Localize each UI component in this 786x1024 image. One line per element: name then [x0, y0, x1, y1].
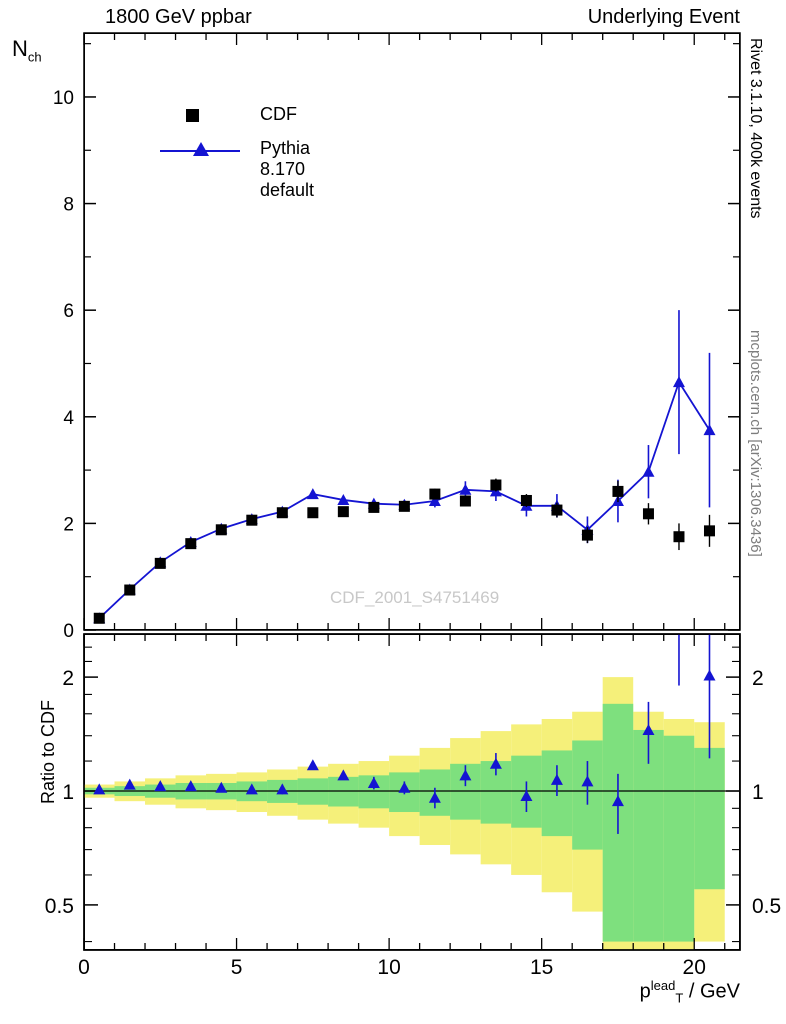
cdf-marker-main — [216, 524, 227, 535]
legend-label-cdf: CDF — [260, 104, 297, 124]
legend-label-pythia: Pythia 8.170 default — [260, 138, 315, 200]
y-tick-label-main: 0 — [63, 621, 74, 642]
x-tick-label: 0 — [78, 956, 90, 979]
cdf-marker-main — [124, 585, 135, 596]
cdf-marker-main — [521, 495, 532, 506]
cdf-marker-main — [399, 501, 410, 512]
x-tick-label: 20 — [682, 956, 706, 979]
cdf-marker-main — [704, 525, 715, 536]
pythia-marker-main — [673, 376, 685, 387]
main-y-axis-title: $N_{ch}$ — [12, 36, 42, 65]
cdf-marker-main — [246, 515, 257, 526]
mcplots-arxiv-label: mcplots.cern.ch [arXiv:1306.3436] — [747, 330, 764, 557]
ratio-band-inner — [664, 736, 695, 942]
y-tick-label-main: 8 — [63, 194, 74, 216]
analysis-id-watermark: CDF_2001_S4751469 — [330, 588, 500, 607]
y-tick-label-main: 2 — [63, 514, 74, 536]
y-tick-label-main: 10 — [52, 87, 74, 109]
x-tick-label: 15 — [529, 956, 554, 979]
pythia-ratio-marker — [703, 669, 715, 680]
cdf-marker-main — [612, 486, 623, 497]
rivet-version-label: Rivet 3.1.10, 400k events — [747, 38, 764, 219]
y-tick-label-ratio: 1 — [62, 781, 74, 805]
pythia-ratio-marker — [307, 759, 319, 770]
x-tick-label: 10 — [377, 956, 401, 979]
cdf-marker-main — [643, 508, 654, 519]
cdf-marker-main — [551, 505, 562, 516]
cdf-marker-main — [460, 496, 471, 507]
ratio-band-inner — [694, 748, 725, 889]
y-tick-label-ratio-right: 0.5 — [752, 894, 782, 918]
y-tick-label-ratio-right: 2 — [752, 667, 764, 691]
y-tick-label-ratio-right: 1 — [752, 781, 764, 805]
ratio-y-axis-title: Ratio to CDF — [38, 700, 58, 805]
y-tick-label-main: 6 — [63, 301, 74, 323]
cdf-marker-main — [277, 507, 288, 518]
cdf-marker-main — [338, 506, 349, 517]
cdf-marker-main — [673, 531, 684, 542]
cdf-marker-main — [490, 480, 501, 491]
ratio-band-inner — [328, 777, 359, 807]
cdf-marker-main — [368, 502, 379, 513]
x-axis-title: $p^{lead}_T$ / GeV — [639, 978, 740, 1006]
cdf-marker-main — [582, 530, 593, 541]
pythia-marker-main — [642, 466, 654, 477]
cdf-marker-main — [429, 489, 440, 500]
header-left-label: 1800 GeV ppbar — [105, 6, 252, 28]
cdf-marker-main — [94, 613, 105, 624]
main-frame-border — [84, 33, 740, 630]
pythia-marker-main — [703, 424, 715, 435]
y-tick-label-ratio: 2 — [62, 667, 74, 691]
y-tick-label-main: 4 — [63, 407, 74, 429]
pythia-marker-main — [307, 488, 319, 499]
header-right-label: Underlying Event — [587, 6, 740, 28]
cdf-marker-main — [307, 507, 318, 518]
x-tick-label: 5 — [230, 956, 243, 979]
y-tick-label-ratio: 0.5 — [44, 894, 74, 918]
cdf-marker-main — [155, 558, 166, 569]
cdf-marker-main — [185, 538, 196, 549]
